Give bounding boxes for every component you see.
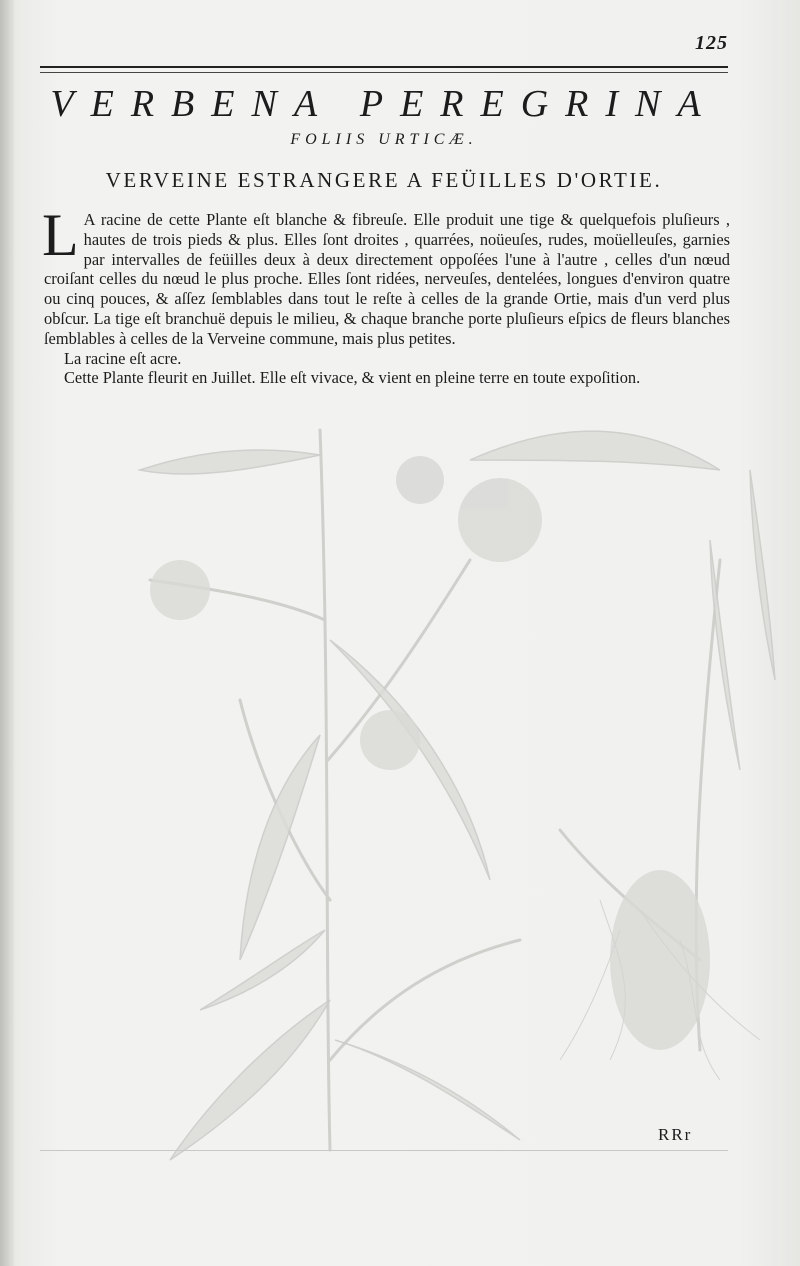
latin-subtitle: FOLIIS URTICÆ. xyxy=(290,131,478,148)
signature-mark: RRr xyxy=(658,1125,693,1144)
body-text xyxy=(42,202,730,388)
description-paragraph xyxy=(42,202,730,349)
root-paragraph: La racine eſt acre. xyxy=(64,348,182,368)
bottom-rule xyxy=(40,1150,728,1151)
description-text: A racine de cette Plante eſt blanche & fibreuſe. Elle produit une tige & quelquefois pluſieurs , hautes de trois pieds & plus. Elles ſont droites , quarrées, noüeuſes, rudes, moüelleuſes, garnies par intervalles de feüilles deux à deux directement oppoſées l'une à l'autre , celles d'un nœud croiſant celles du nœud le plus proche. Elles ſont ridées, nerveuſes, dentelées, longues d'environ quatre ou cinq pouces, & aſſez ſemblables dans tout le reſte à celles de la grande Ortie, mais d'un verd plus obſcur. La tige eſt branchuë depuis le milieu, & chaque branche porte pluſieurs eſpics de fleurs blanches ſemblables à celles de la Verveine commune, mais plus petites. xyxy=(44,210,730,348)
header-rule-thin xyxy=(40,72,728,73)
latin-title: VERBENA PEREGRINA xyxy=(50,83,718,125)
flowering-paragraph: Cette Plante fleurit en Juillet. Elle eſt vivace, & vient en pleine terre en toute expoſition. xyxy=(64,368,641,388)
page-number: 125 xyxy=(695,32,728,54)
french-title: VERVEINE ESTRANGERE A FEÜILLES D'ORTIE. xyxy=(105,168,663,192)
drop-cap: L xyxy=(42,202,79,268)
header-rule xyxy=(40,66,728,68)
